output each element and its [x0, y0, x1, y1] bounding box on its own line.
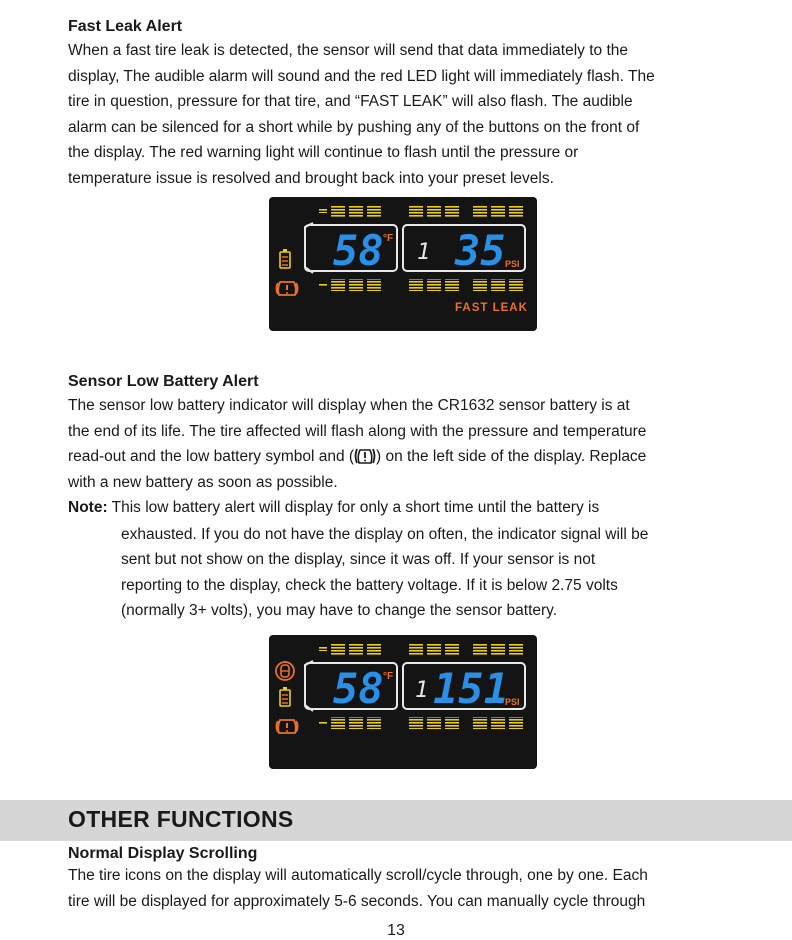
fast-leak-heading: Fast Leak Alert — [68, 18, 183, 35]
fast-leak-display-image — [269, 197, 537, 331]
bottom-segment-row — [319, 279, 523, 291]
scrolling-heading: Normal Display Scrolling — [68, 845, 258, 862]
note-line — [68, 495, 733, 521]
pressure-digits: 151 — [433, 664, 509, 713]
tire-pressure-warning-icon — [354, 447, 376, 465]
low-battery-heading: Sensor Low Battery Alert — [68, 373, 259, 390]
note-text: This low battery alert will display for only a short time until the battery is — [107, 499, 600, 517]
tire-index: 1 — [415, 678, 429, 703]
temperature-digits: 58 — [333, 664, 384, 713]
temperature-digits: 58 — [333, 226, 384, 275]
fast-leak-paragraph — [68, 38, 733, 192]
text-line: When a fast tire leak is detected, the sensor will send that data immediately to the — [68, 42, 629, 59]
text-line: with a new battery as soon as possible. — [68, 473, 338, 491]
scrolling-paragraph — [68, 863, 733, 914]
page-number: 13 — [387, 922, 405, 939]
low-battery-display-image — [269, 635, 537, 769]
text-fragment: read-out and the low battery symbol and ( — [68, 448, 355, 466]
text-line: The sensor low battery indicator will display when the CR1632 sensor battery is at — [68, 397, 630, 414]
text-line: display, The audible alarm will sound and the red LED light will immediately flash. The — [68, 67, 655, 85]
text-line: exhausted. If you do not have the display on often, the indicator signal will be — [121, 525, 649, 543]
text-fragment: ) on the left side of the display. Replace — [376, 448, 647, 466]
bottom-segment-row — [319, 717, 523, 729]
text-line: sent but not show on the display, since it was off. If your sensor is not — [121, 551, 596, 569]
note-paragraph — [121, 522, 731, 624]
top-segment-row — [319, 643, 523, 655]
text-line — [68, 444, 733, 470]
text-line: temperature issue is resolved and brought back into your preset levels. — [68, 169, 554, 187]
tire-index: 1 — [417, 240, 431, 265]
text-line: (normally 3+ volts), you may have to change the sensor battery. — [121, 602, 558, 620]
fast-leak-indicator: FAST LEAK — [455, 302, 528, 314]
top-segment-row — [319, 205, 523, 217]
pressure-unit: PSI — [505, 697, 520, 707]
text-line: the display. The red warning light will continue to flash until the pressure or — [68, 144, 579, 162]
section-title: OTHER FUNCTIONS — [68, 806, 294, 832]
text-line: reporting to the display, check the battery voltage. If it is below 2.75 volts — [121, 576, 618, 594]
text-line: The tire icons on the display will automatically scroll/cycle through, one by one. Each — [68, 867, 648, 884]
text-line: the end of its life. The tire affected will flash along with the pressure and temperature — [68, 422, 647, 440]
pressure-unit: PSI — [505, 259, 520, 269]
temperature-unit: °F — [383, 233, 394, 244]
temperature-unit: °F — [383, 671, 394, 682]
text-line: tire will be displayed for approximately 5-6 seconds. You can manually cycle through — [68, 892, 646, 910]
low-battery-paragraph — [68, 393, 733, 521]
pressure-digits: 35 — [455, 226, 506, 275]
note-label: Note: — [68, 499, 108, 517]
text-line: alarm can be silenced for a short while by pushing any of the buttons on the front of — [68, 118, 640, 136]
text-line: tire in question, pressure for that tire, and “FAST LEAK” will also flash. The audible — [68, 93, 633, 111]
